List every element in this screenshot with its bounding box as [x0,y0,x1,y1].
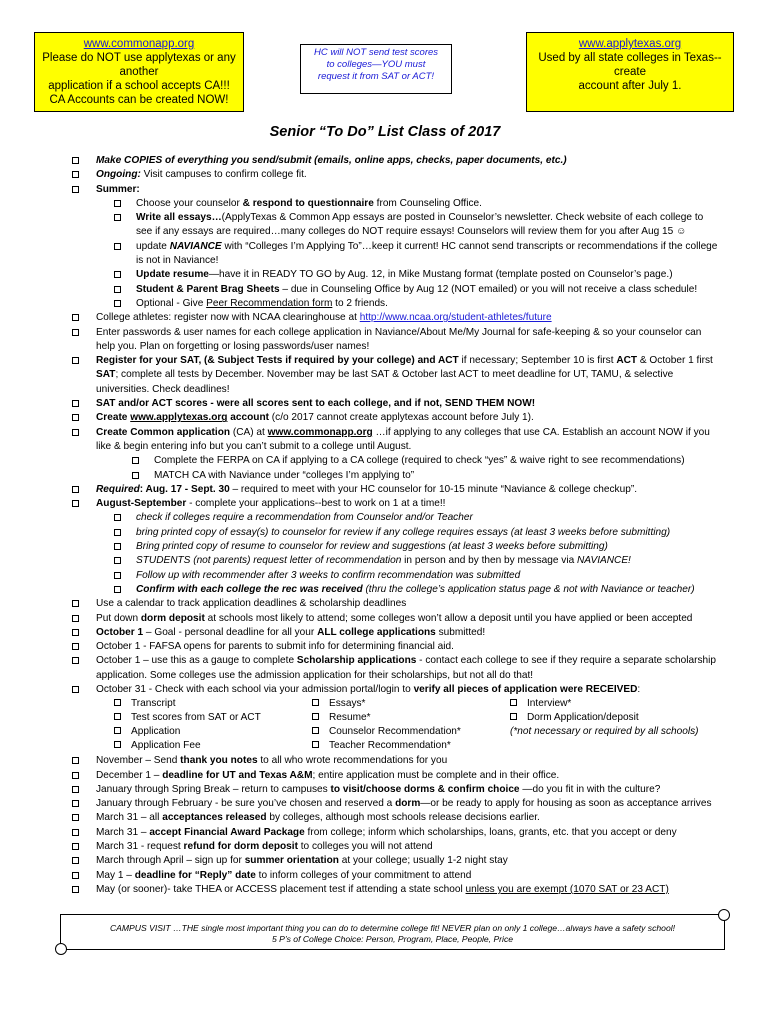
grid-label: Essays* [329,698,366,710]
commonapp-link[interactable]: www.commonapp.org [83,38,195,50]
item-text: to all who wrote recommendations for you [257,755,448,767]
item-text: March 31 – [96,826,150,838]
item-text: March 31 – all [96,812,163,824]
grid-label: Application Fee [131,740,201,752]
sub-item [72,583,722,597]
item-text: January through Spring Break – return to campuses [96,783,331,795]
applytexas-link[interactable]: www.applytexas.org [578,38,682,50]
item-text: (CA) at [230,426,268,438]
item-text-bold: Write all essays… [136,212,222,224]
checkbox-icon[interactable] [510,713,517,720]
checkbox-icon[interactable] [114,529,121,536]
item-text: December 1 – [96,769,163,781]
applytexas-inline-link[interactable]: www.applytexas.org [130,412,228,424]
page-title: Senior “To Do” List Class of 2017 [269,124,501,140]
grid-item [114,711,261,725]
checkbox-icon[interactable] [312,713,319,720]
sub-item [72,469,722,483]
item-text: MATCH CA with Naviance under “colleges I’m applying to” [154,469,415,481]
todo-list [72,154,722,897]
item-text: at your college; usually 1-2 night stay [338,855,508,867]
item-text-bold: Required [96,483,140,495]
list-item [72,497,722,511]
list-item [72,326,722,355]
checkbox-icon[interactable] [72,314,79,321]
checkbox-icon[interactable] [72,886,79,893]
checkbox-icon[interactable] [72,686,79,693]
list-item [72,769,722,783]
peer-recommendation-link[interactable]: Peer Recommendation form [206,297,333,309]
item-text-bold: August-September [96,498,187,510]
sub-item [72,569,722,583]
checkbox-icon[interactable] [114,286,121,293]
footer-line-1: CAMPUS VISIT …THE single most important thing you can do to determine college fit! NEVER plan on only 1 college…always have a safety school! [109,923,676,933]
checkbox-icon[interactable] [72,486,79,493]
item-text: submitted! [435,626,486,638]
checkbox-icon[interactable] [114,572,121,579]
item-text: Follow up with recommender after 3 weeks to confirm recommendation was submitted [136,569,521,581]
item-text: Make COPIES of everything you send/submit (emails, online apps, checks, paper documents, etc.) [96,155,567,166]
checkbox-icon[interactable] [312,699,319,706]
item-text: May (or sooner)- take THEA or ACCESS placement test if attending a state school [96,883,466,895]
item-text: bring printed copy of essay(s) to counselor for review if any college requires essays (at least 3 weeks before submitting) [136,526,671,538]
commonapp-line-1: Please do NOT use applytexas or any another [42,52,236,78]
sub-item [72,454,722,468]
item-text-underlined: unless you are exempt (1070 SAT or 23 ACT) [465,883,669,895]
item-text-bold: deadline for “Reply” date [134,869,256,881]
list-item [72,168,722,182]
test-scores-line-1: HC will NOT send test scores [313,47,439,58]
list-item [72,640,722,654]
item-text: Visit campuses to confirm college fit. [140,169,307,181]
item-text: : [637,683,641,695]
grid-label: (*not necessary or required by all schools) [510,726,699,738]
item-text-bold: ALL college applications [317,626,436,638]
item-text-bold: Confirm with each college the rec was received [136,583,363,595]
test-scores-line-3: request it from SAT or ACT! [317,71,435,82]
item-text: Bring printed copy of resume to counselor for review and suggestions (at least 3 weeks before submitting) [136,541,608,553]
list-item [72,754,722,768]
ncaa-link[interactable]: http://www.ncaa.org/student-athletes/future [359,312,552,324]
item-text-bold: accept Financial Award Package [149,826,305,838]
grid-label: Interview* [527,698,572,710]
item-text: NAVIANCE! [577,555,631,567]
item-text-bold: Update resume [136,269,209,281]
scroll-curl-icon [55,943,67,955]
list-item [72,826,722,840]
item-text: Optional - Give [136,297,207,309]
list-item [72,397,722,411]
checkbox-icon[interactable] [72,329,79,336]
item-text: STUDENTS (not parents) request letter of recommendation [136,555,402,567]
item-text: March 31 - request [96,841,184,853]
item-text: November – Send [96,755,181,767]
checkbox-icon[interactable] [510,699,517,706]
sub-item [72,297,722,311]
item-text-bold: summer orientation [244,855,339,867]
item-text: if necessary; September 10 is first [458,355,617,367]
item-text: to inform colleges of your commitment to attend [255,869,472,881]
item-text-bold: SAT [96,369,116,381]
list-item [72,797,722,811]
item-text: - contact each college to see if they require a separate scholarship application. Some colleges use the admission application for their scholarships, but not all do that! [96,655,716,681]
checkbox-icon[interactable] [72,186,79,193]
item-text: to 2 friends. [332,297,388,309]
checkbox-icon[interactable] [114,271,121,278]
checkbox-icon[interactable] [72,757,79,764]
item-text-bold: dorm [395,798,421,810]
checkbox-icon[interactable] [72,414,79,421]
campus-visit-scroll-banner [60,914,725,950]
list-item [72,869,722,883]
checkbox-icon[interactable] [72,857,79,864]
sub-item [72,511,722,525]
list-item [72,612,722,626]
item-text: (thru the college’s application status page & not with Naviance or teacher) [362,583,695,595]
footer-line-2: 5 P’s of College Choice: Person, Program, Place, People, Price [271,934,514,944]
checkbox-icon[interactable] [114,586,121,593]
list-item [72,654,722,683]
item-text: January through February - be sure you’ve chosen and reserved a [96,798,396,810]
item-text: ; complete all tests by December. November may be last SAT & October last ACT to meet deadline for UT, TAMU, & selective universities. Check deadlines! [96,369,674,395]
checkbox-icon[interactable] [72,772,79,779]
list-item [72,183,722,197]
item-text: Summer: [96,183,140,195]
item-text-bold: Create [96,412,131,424]
item-text: …if applying to any colleges that use CA. Establish an account NOW if you like & begin entering info but you can’t submit to a college until August. [96,426,710,452]
grid-item [114,725,180,739]
sub-item [72,268,722,282]
item-text-bold: Ongoing: [96,169,141,181]
sub-item [72,526,722,540]
item-text: from Counseling Office. [373,197,482,209]
item-text-bold: ACT [616,355,638,367]
item-text: – Goal - personal deadline for all your [143,626,318,638]
grid-item [312,711,371,725]
list-item [72,411,722,425]
item-text: (ApplyTexas & Common App essays are posted in Counselor’s newsletter. Check website of each college to see if any essays are required…many colleges do NOT require essays! Counselors will review them for you after Aug 15 ☺ [136,212,704,238]
item-text-bold: acceptances released [162,812,267,824]
checkbox-icon[interactable] [114,557,121,564]
list-item [72,840,722,854]
checkbox-icon[interactable] [72,600,79,607]
item-text-bold: Scholarship applications [296,655,417,667]
item-text-bold: account [227,412,269,424]
checkbox-icon[interactable] [72,829,79,836]
checkbox-icon[interactable] [72,429,79,436]
grid-label: Application [131,726,181,738]
item-text: - complete your applications--best to work on 1 at a time!! [186,498,446,510]
checkbox-icon[interactable] [114,713,121,720]
list-item [72,311,722,325]
list-item [72,883,722,897]
item-text-bold: & respond to questionnaire [242,197,374,209]
grid-label: Counselor Recommendation* [329,726,461,738]
grid-item [510,697,571,711]
applytexas-line-1: Used by all state colleges in Texas--create [538,52,722,78]
grid-item [312,739,451,753]
item-text: —have it in READY TO GO by Aug. 12, in Mike Mustang format (template posted on Counselor’s page.) [208,269,673,281]
sub-item [72,283,722,297]
item-text: Enter passwords & user names for each college application in Naviance/About Me/My Journal for safe-keeping & so your counselor can help you. Plan on forgetting or losing passwords/user names! [96,326,702,352]
checkbox-icon[interactable] [72,171,79,178]
checkbox-icon[interactable] [72,500,79,507]
item-text-bold: dorm deposit [140,612,205,624]
item-text: (c/o 2017 cannot create applytexas account before July 1). [268,412,534,424]
sub-item [72,197,722,211]
item-text-bold: verify all pieces of application were RECEIVED [413,683,638,695]
sub-item [72,554,722,568]
checkbox-icon[interactable] [312,741,319,748]
item-text: Use a calendar to track application deadlines & scholarship deadlines [96,598,407,610]
checkbox-icon[interactable] [114,543,121,550]
list-item [72,483,722,497]
item-text: update [136,240,170,252]
item-text: by colleges, although most schools release decisions earlier. [266,812,540,824]
item-text: from college; inform which scholarships, loans, grants, etc. that you accept or deny [304,826,677,838]
item-text: Choose your counselor [136,197,243,209]
grid-label: Dorm Application/deposit [527,712,639,724]
commonapp-line-3: CA Accounts can be created NOW! [49,94,229,106]
checkbox-icon[interactable] [114,699,121,706]
grid-label: Transcript [131,698,176,710]
item-text-bold: deadline for UT and Texas A&M [162,769,313,781]
list-item [72,354,722,397]
grid-note [510,725,699,739]
item-text: College athletes: register now with NCAA clearinghouse at [96,312,360,324]
item-text: ; entire application must be complete and in their office. [312,769,560,781]
item-text: with “Colleges I’m Applying To”…keep it current! HC cannot send transcripts or recommendations if the college is not in Naviance! [136,240,718,267]
item-text-bold: Create Common application [96,426,231,438]
list-item [72,426,722,455]
item-text-bold: October 1 [96,626,144,638]
checkbox-icon[interactable] [132,472,139,479]
list-item [72,626,722,640]
list-item [72,783,722,797]
item-text: SAT and/or ACT scores - were all scores sent to each college, and if not, SEND THEM NOW! [96,398,536,410]
received-checklist [72,697,722,754]
commonapp-notice-box [34,32,244,112]
checkbox-icon[interactable] [72,814,79,821]
item-text-bold: : Aug. 17 - Sept. 30 [139,483,230,495]
checkbox-icon[interactable] [132,457,139,464]
sub-item [72,240,722,269]
item-text: Complete the FERPA on CA if applying to a CA college (required to check “yes” & waive right to see recommendations) [154,455,685,467]
list-item [72,811,722,825]
item-text-bold: to visit/choose dorms & confirm choice [330,783,520,795]
checkbox-icon[interactable] [72,800,79,807]
item-text-bold: Register for your SAT, (& Subject Tests if required by your college) and ACT [96,355,459,367]
grid-item [312,725,461,739]
item-text-bold: refund for dorm deposit [183,841,298,853]
commonapp-inline-link[interactable]: www.commonapp.org [267,426,373,438]
grid-item [312,697,365,711]
checkbox-icon[interactable] [72,786,79,793]
checkbox-icon[interactable] [72,615,79,622]
grid-item [114,697,176,711]
checkbox-icon[interactable] [114,300,121,307]
checkbox-icon[interactable] [114,727,121,734]
item-text: —or be ready to apply for housing as soon as acceptance arrives [420,798,712,810]
checkbox-icon[interactable] [72,357,79,364]
item-text: March through April – sign up for [96,855,245,867]
item-text-bold: NAVIANCE [169,240,222,252]
list-item [72,597,722,611]
test-scores-line-2: to colleges—YOU must [326,59,426,70]
item-text: & October 1 first [637,355,713,367]
grid-item [114,739,201,753]
item-text: – due in Counseling Office by Aug 12 (NOT emailed) or you will not receive a class schedule! [279,283,698,295]
list-item [72,683,722,697]
item-text: October 31 - Check with each school via your admission portal/login to [96,683,414,695]
checkbox-icon[interactable] [114,214,121,221]
checkbox-icon[interactable] [312,727,319,734]
checkbox-icon[interactable] [72,657,79,664]
grid-label: Test scores from SAT or ACT [131,712,261,724]
item-text: to colleges you will not attend [297,841,433,853]
test-scores-notice-box [300,44,452,94]
checkbox-icon[interactable] [114,514,121,521]
checkbox-icon[interactable] [114,200,121,207]
list-item [72,854,722,868]
checkbox-icon[interactable] [72,643,79,650]
item-text: October 1 – use this as a gauge to complete [96,655,297,667]
checkbox-icon[interactable] [72,157,79,164]
item-text: Put down [96,612,141,624]
item-text-bold: Student & Parent Brag Sheets [136,283,280,295]
item-text-bold: thank you notes [180,755,258,767]
item-text: check if colleges require a recommendation from Counselor and/or Teacher [136,512,473,524]
sub-item [72,211,722,240]
checkbox-icon[interactable] [114,243,121,250]
grid-label: Teacher Recommendation* [329,740,451,752]
sub-item [72,540,722,554]
item-text: October 1 - FAFSA opens for parents to submit info for determining financial aid. [96,641,454,653]
item-text: at schools most likely to attend; some colleges won’t allow a deposit until you have applied or been accepted [204,612,693,624]
commonapp-line-2: application if a school accepts CA!!! [48,80,230,92]
grid-label: Resume* [329,712,371,724]
item-text: – required to meet with your HC counselor for 10-15 minute “Naviance & college checkup”. [229,483,638,495]
checkbox-icon[interactable] [114,741,121,748]
grid-item [510,711,639,725]
list-item [72,154,722,168]
item-text: in person and by then by message via [401,555,577,567]
item-text: —do you fit in with the culture? [519,783,661,795]
checkbox-icon[interactable] [72,400,79,407]
scroll-curl-icon [718,909,730,921]
applytexas-notice-box [526,32,734,112]
checkbox-icon[interactable] [72,629,79,636]
checkbox-icon[interactable] [72,872,79,879]
checkbox-icon[interactable] [72,843,79,850]
applytexas-line-2: account after July 1. [578,80,682,92]
item-text: May 1 – [96,869,135,881]
